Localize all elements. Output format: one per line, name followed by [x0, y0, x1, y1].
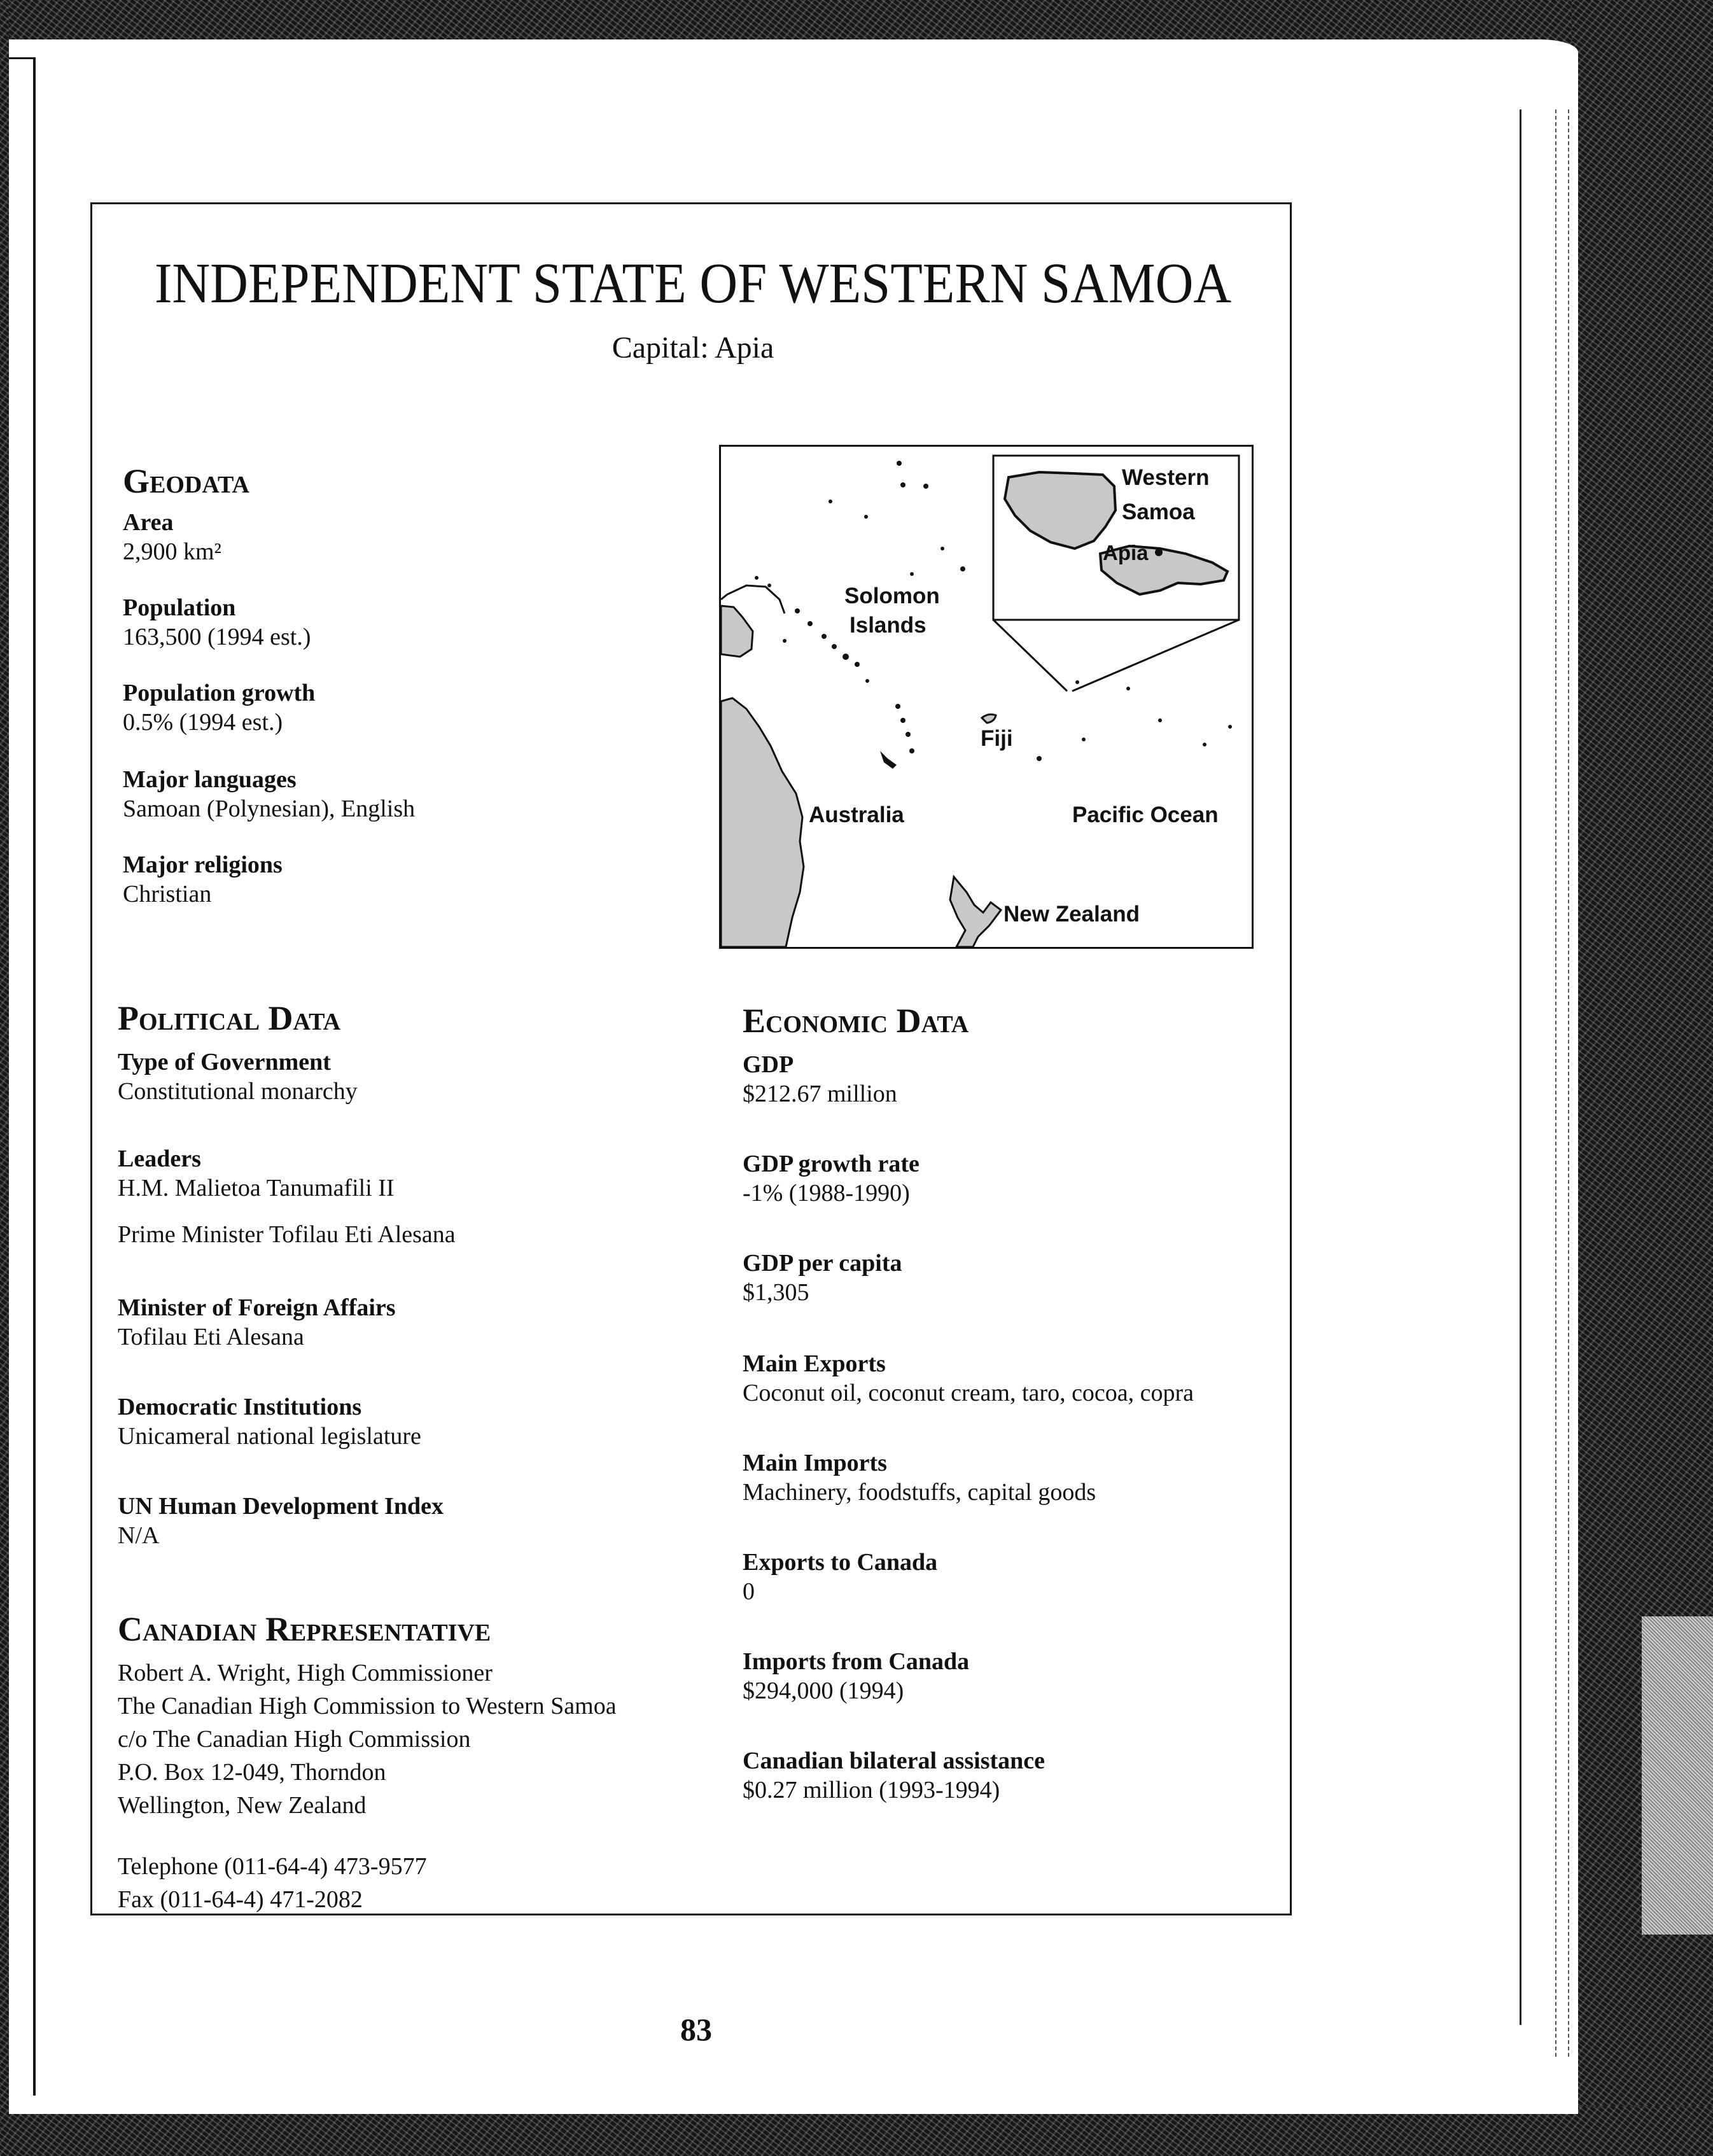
field-label: Minister of Foreign Affairs — [118, 1294, 396, 1321]
field-value: $1,305 — [743, 1278, 809, 1306]
fiji-island — [982, 715, 996, 723]
address-line: Wellington, New Zealand — [118, 1792, 367, 1819]
political-data-heading: Political Data — [118, 999, 341, 1037]
field-label: Main Exports — [743, 1350, 886, 1377]
scan-border-top — [0, 0, 1713, 45]
economic-canadian-bilateral-assistance — [743, 1747, 1045, 1805]
field-label: Leaders — [118, 1145, 201, 1172]
field-value: $212.67 million — [743, 1080, 897, 1107]
australia-landmass — [721, 698, 804, 947]
representative-contact — [118, 1850, 427, 1916]
field-label: GDP — [743, 1051, 794, 1078]
economic-main-imports — [743, 1449, 1096, 1507]
economic-gdp — [743, 1051, 897, 1109]
page-edge-dashed-rule — [1568, 109, 1569, 2057]
field-value: N/A — [118, 1522, 160, 1549]
map-label-fiji: Fiji — [981, 726, 1013, 751]
political-foreign-affairs — [118, 1294, 396, 1352]
address-line: P.O. Box 12-049, Thorndon — [118, 1759, 386, 1786]
fact-sheet-frame — [90, 202, 1292, 1915]
field-value: Unicameral national legislature — [118, 1422, 421, 1450]
address-line: Robert A. Wright, High Commissioner — [118, 1660, 493, 1686]
field-label: Population growth — [123, 680, 316, 706]
telephone-line: Telephone (011-64-4) 473-9577 — [118, 1853, 427, 1880]
region-map — [719, 445, 1254, 949]
field-value: Constitutional monarchy — [118, 1077, 358, 1105]
field-value: 163,500 (1994 est.) — [123, 623, 311, 650]
field-label: Major religions — [123, 851, 283, 878]
field-value: Samoan (Polynesian), English — [123, 795, 416, 822]
page-title: INDEPENDENT STATE OF WESTERN SAMOA — [154, 252, 1232, 315]
document-page — [9, 39, 1578, 2114]
field-label: Population — [123, 594, 236, 621]
field-value: $0.27 million (1993-1994) — [743, 1776, 1000, 1803]
field-label: Main Imports — [743, 1450, 887, 1476]
fax-line: Fax (011-64-4) 471-2082 — [118, 1886, 363, 1913]
geodata-major-languages — [123, 766, 415, 823]
address-line: c/o The Canadian High Commission — [118, 1726, 471, 1753]
address-line: The Canadian High Commission to Western Samoa — [118, 1693, 617, 1719]
field-label: Democratic Institutions — [118, 1394, 362, 1420]
apia-city-dot — [1155, 549, 1163, 556]
economic-gdp-per-capita — [743, 1249, 902, 1307]
field-value: -1% (1988-1990) — [743, 1179, 910, 1207]
field-value: Tofilau Eti Alesana — [118, 1323, 304, 1350]
field-label: Imports from Canada — [743, 1648, 970, 1675]
political-hdi — [118, 1492, 444, 1550]
inset-connector-line — [1072, 620, 1239, 691]
field-label: Canadian bilateral assistance — [743, 1747, 1045, 1774]
field-label: GDP growth rate — [743, 1151, 919, 1177]
cape-york — [721, 606, 753, 657]
map-label-pacific-ocean: Pacific Ocean — [1072, 802, 1219, 827]
scan-artifact — [1642, 1616, 1713, 1935]
field-value: Machinery, foodstuffs, capital goods — [743, 1478, 1096, 1506]
field-value: $294,000 (1994) — [743, 1677, 904, 1704]
economic-imports-from-canada — [743, 1648, 969, 1705]
map-label-apia: Apia — [1103, 541, 1149, 564]
field-label: Type of Government — [118, 1049, 331, 1075]
field-value: Christian — [123, 880, 212, 907]
field-label: Area — [123, 509, 174, 536]
vanuatu-islands — [880, 704, 914, 769]
geodata-population — [123, 594, 311, 652]
field-label: UN Human Development Index — [118, 1493, 444, 1520]
field-label: Major languages — [123, 766, 297, 793]
new-zealand-landmass — [950, 877, 1001, 947]
economic-exports-to-canada — [743, 1548, 937, 1606]
page-number: 83 — [680, 2012, 712, 2047]
representative-address — [118, 1656, 617, 1822]
field-label: Exports to Canada — [743, 1549, 938, 1576]
map-label-australia: Australia — [809, 802, 904, 827]
geodata-area — [123, 508, 221, 566]
field-label: GDP per capita — [743, 1250, 902, 1277]
geodata-heading: Geodata — [123, 462, 249, 500]
political-type-of-government — [118, 1048, 358, 1106]
region-map-svg — [721, 447, 1252, 947]
political-leaders — [118, 1145, 456, 1250]
economic-main-exports — [743, 1350, 1194, 1408]
geodata-major-religions — [123, 851, 283, 909]
field-value: 2,900 km² — [123, 538, 221, 565]
scan-border-left — [0, 0, 9, 2156]
economic-data-heading: Economic Data — [743, 1002, 969, 1040]
field-value: Coconut oil, coconut cream, taro, cocoa, copra — [743, 1379, 1194, 1406]
geodata-population-growth — [123, 679, 315, 737]
field-value: 0.5% (1994 est.) — [123, 708, 283, 736]
inset-connector-line — [993, 620, 1067, 691]
canadian-representative-heading: Canadian Representative — [118, 1610, 491, 1648]
field-value: Prime Minister Tofilau Eti Alesana — [118, 1221, 456, 1249]
field-value: H.M. Malietoa Tanumafili II — [118, 1174, 395, 1201]
map-label-western: Western — [1122, 465, 1210, 490]
map-label-solomon: Solomon — [844, 584, 940, 608]
page-binding-edge — [9, 57, 36, 2096]
political-democratic-institutions — [118, 1393, 421, 1451]
capital-subtitle: Capital: Apia — [612, 331, 774, 365]
field-value: 0 — [743, 1578, 755, 1605]
map-label-islands: Islands — [850, 613, 926, 638]
economic-gdp-growth-rate — [743, 1150, 919, 1208]
page-edge-rule — [1520, 109, 1521, 2025]
map-label-samoa: Samoa — [1122, 500, 1195, 524]
page-edge-dashed-rule — [1555, 109, 1556, 2057]
map-label-new-zealand: New Zealand — [1003, 902, 1140, 927]
